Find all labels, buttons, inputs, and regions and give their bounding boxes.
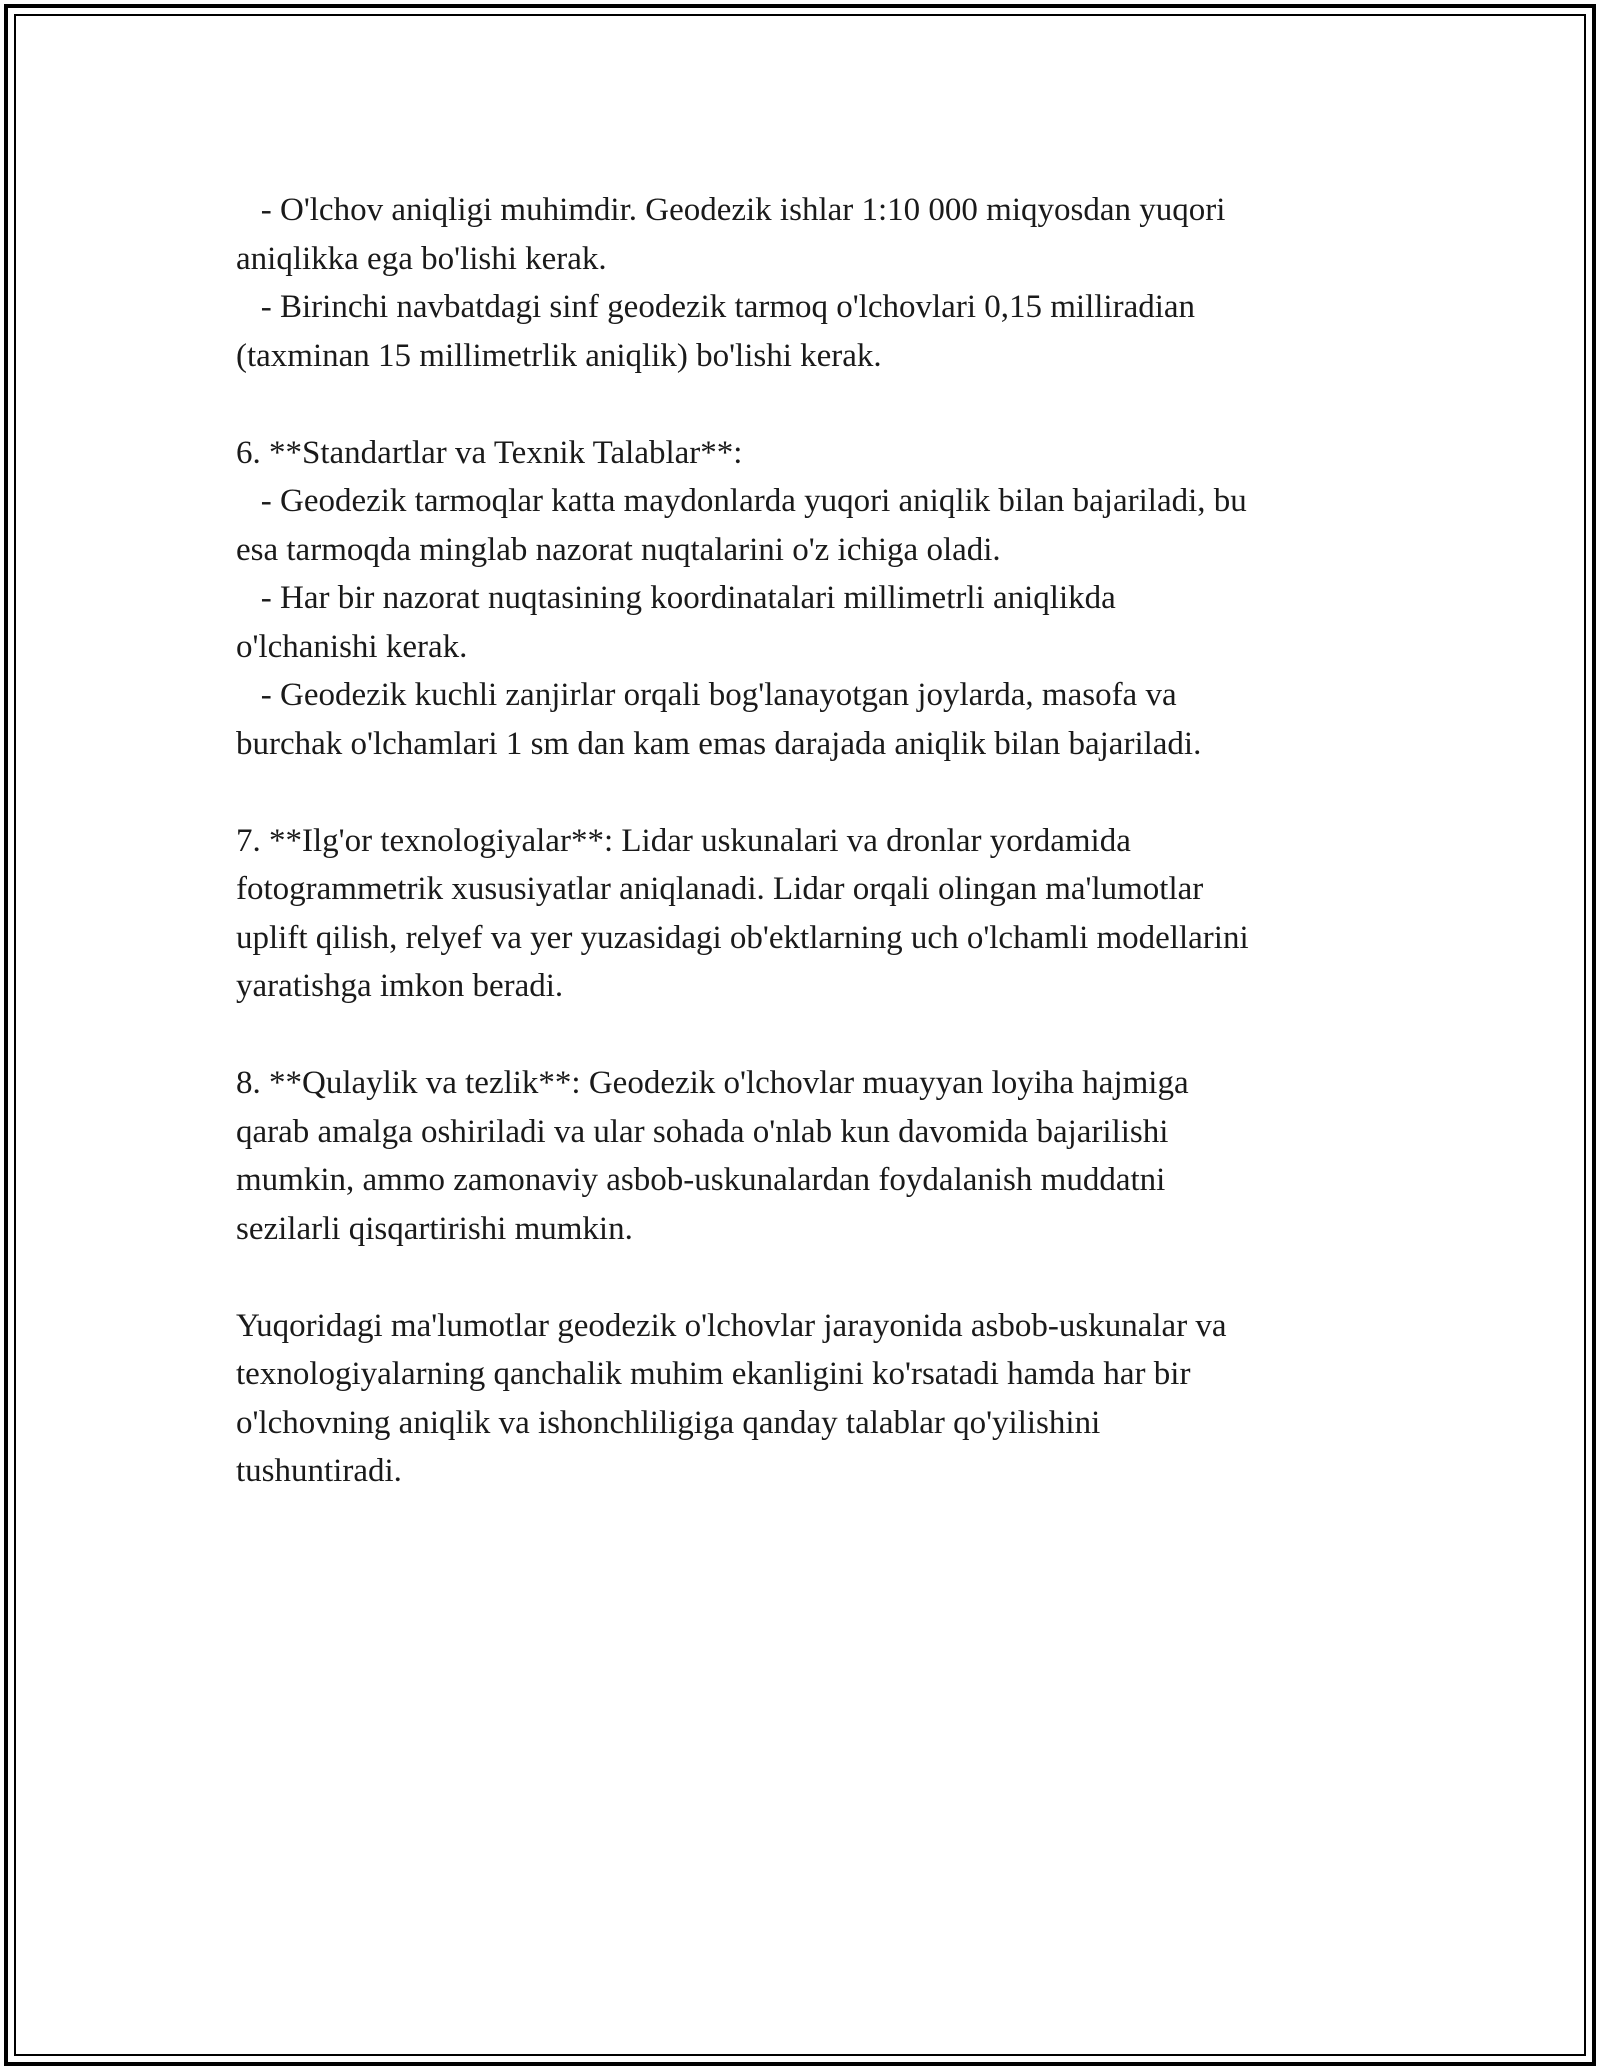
section-heading: 7. **Ilg'or texnologiyalar**: Lidar uskunalari va dronlar yordamida xyxy=(236,822,1131,859)
convenience-speed-section xyxy=(236,1059,1366,1253)
text-line: - Har bir nazorat nuqtasining koordinatalari millimetrli aniqlikda xyxy=(236,580,1116,616)
text-line: Yuqoridagi ma'lumotlar geodezik o'lchovlar jarayonida asbob-uskunalar va xyxy=(236,1307,1227,1344)
paragraph-spacer xyxy=(236,1253,1366,1302)
text-line: (taxminan 15 millimetrlik aniqlik) bo'lishi kerak. xyxy=(236,337,882,374)
text-line: yaratishga imkon beradi. xyxy=(236,968,564,1004)
text-line: tushuntiradi. xyxy=(236,1453,402,1489)
paragraph-spacer xyxy=(236,768,1366,817)
text-line: - O'lchov aniqligi muhimdir. Geodezik ishlar 1:10 000 miqyosdan yuqori xyxy=(236,192,1226,228)
paragraph-spacer xyxy=(236,380,1366,429)
text-line: - Geodezik tarmoqlar katta maydonlarda yuqori aniqlik bilan bajariladi, bu xyxy=(236,483,1247,519)
document-body xyxy=(236,186,1366,1496)
text-line: qarab amalga oshiriladi va ular sohada o'nlab kun davomida bajarilishi xyxy=(236,1113,1169,1150)
section-heading: 6. **Standartlar va Texnik Talablar**: xyxy=(236,434,743,471)
section-heading: 8. **Qulaylik va tezlik**: Geodezik o'lchovlar muayyan loyiha hajmiga xyxy=(236,1065,1189,1101)
advanced-technologies-section xyxy=(236,817,1366,1011)
text-line: texnologiyalarning qanchalik muhim ekanligini ko'rsatadi hamda har bir xyxy=(236,1356,1191,1392)
text-line: mumkin, ammo zamonaviy asbob-uskunalardan foydalanish muddatni xyxy=(236,1162,1166,1198)
paragraph-spacer xyxy=(236,1011,1366,1060)
text-line: aniqlikka ega bo'lishi kerak. xyxy=(236,240,607,277)
text-line: - Geodezik kuchli zanjirlar orqali bog'lanayotgan joylarda, masofa va xyxy=(236,677,1177,713)
text-line: o'lchovning aniqlik va ishonchliligiga qanday talablar qo'yilishini xyxy=(236,1404,1101,1441)
conclusion-paragraph xyxy=(236,1302,1366,1496)
text-line: o'lchanishi kerak. xyxy=(236,628,468,665)
accuracy-requirements-paragraph xyxy=(236,186,1366,380)
text-line: uplift qilish, relyef va yer yuzasidagi ob'ektlarning uch o'lchamli modellarini xyxy=(236,919,1249,956)
text-line: fotogrammetrik xususiyatlar aniqlanadi. Lidar orqali olingan ma'lumotlar xyxy=(236,871,1204,907)
text-line: burchak o'lchamlari 1 sm dan kam emas darajada aniqlik bilan bajariladi. xyxy=(236,725,1202,762)
standards-section xyxy=(236,429,1366,769)
text-line: esa tarmoqda minglab nazorat nuqtalarini o'z ichiga oladi. xyxy=(236,531,1001,568)
text-line: - Birinchi navbatdagi sinf geodezik tarmoq o'lchovlari 0,15 milliradian xyxy=(236,289,1196,325)
text-line: sezilarli qisqartirishi mumkin. xyxy=(236,1210,633,1247)
